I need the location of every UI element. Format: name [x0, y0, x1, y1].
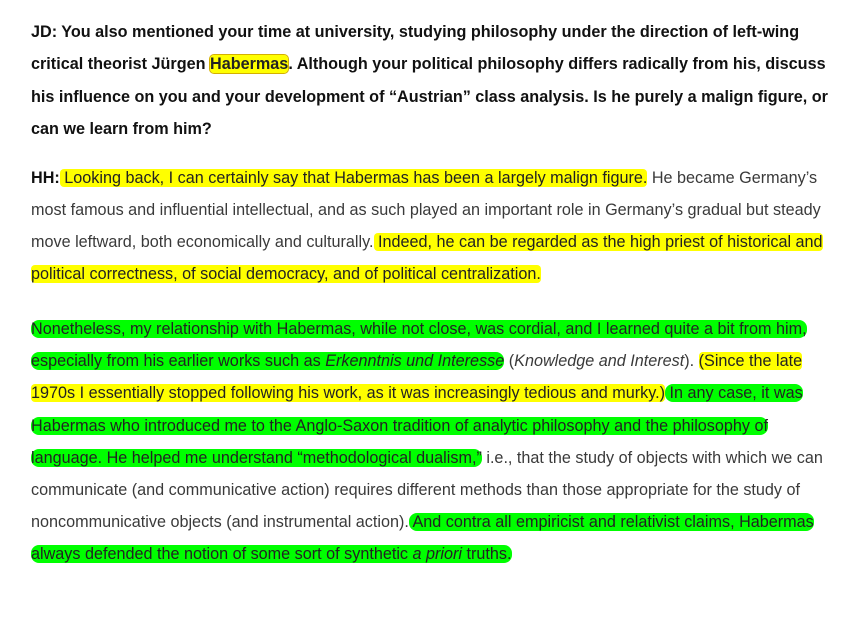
a-priori-italic: a priori — [412, 545, 463, 564]
answer-paragraph-1 — [31, 162, 831, 290]
speaker-hh: HH: — [31, 169, 60, 187]
yellow-highlight-high-priest: Indeed, he can be regarded as the high priest of historical and political correctness, of social democracy, and of political centralization. — [31, 233, 823, 283]
green-highlight-analytic-philosophy: In any case, it was Habermas who introduced me to the Anglo-Saxon tradition of analytic philosophy and the philosophy of language. He helped me understand “methodological dualism,” — [31, 384, 803, 467]
answer-paragraph-2 — [31, 313, 831, 571]
truths-text: truths. — [462, 545, 512, 564]
speaker-jd: JD: — [31, 23, 58, 41]
yellow-highlight-malign-figure: Looking back, I can certainly say that Habermas has been a largely malign figure. — [59, 169, 648, 187]
book-title-erkenntnis: Erkenntnis und Interesse — [325, 352, 505, 371]
yellow-highlight-since-1970s: (Since the late 1970s I essentially stopped following his work, as it was increasingly tedious and murky.) — [31, 352, 803, 403]
question-text-start: You also mentioned your time at university, studying philosophy under the direction of left-wing critical theorist Jürgen — [31, 23, 800, 74]
translation-open: ( — [504, 352, 515, 371]
green-highlight-relationship-text: Nonetheless, my relationship with Habermas, while not close, was cordial, and I learned quite a bit from him, especially from his earlier works such as — [31, 320, 807, 371]
answer2-plain-text: i.e., that the study of objects with which we can communicate (and communicative action) requires different methods than those appropriate for the study of noncommunicative objects (and instrumental action). — [31, 448, 823, 532]
question-text-end: . Although your political philosophy differs radically from his, discuss his influence on you and your development of “Austrian” class analysis. Is he purely a malign figure, or can we learn from him? — [31, 55, 828, 138]
green-highlight-contra-text: And contra all empiricist and relativist claims, Habermas always defended the notion of some sort of synthetic — [31, 513, 814, 564]
book-title-knowledge: Knowledge and Interest — [514, 352, 685, 371]
highlighted-habermas: Habermas — [210, 55, 289, 74]
answer1-plain-text: He became Germany’s most famous and influential intellectual, and as such played an important role in Germany’s gradual but steady move leftward, both economically and culturally. — [31, 169, 821, 251]
translation-close: ). — [684, 352, 699, 371]
interview-question — [31, 16, 831, 145]
